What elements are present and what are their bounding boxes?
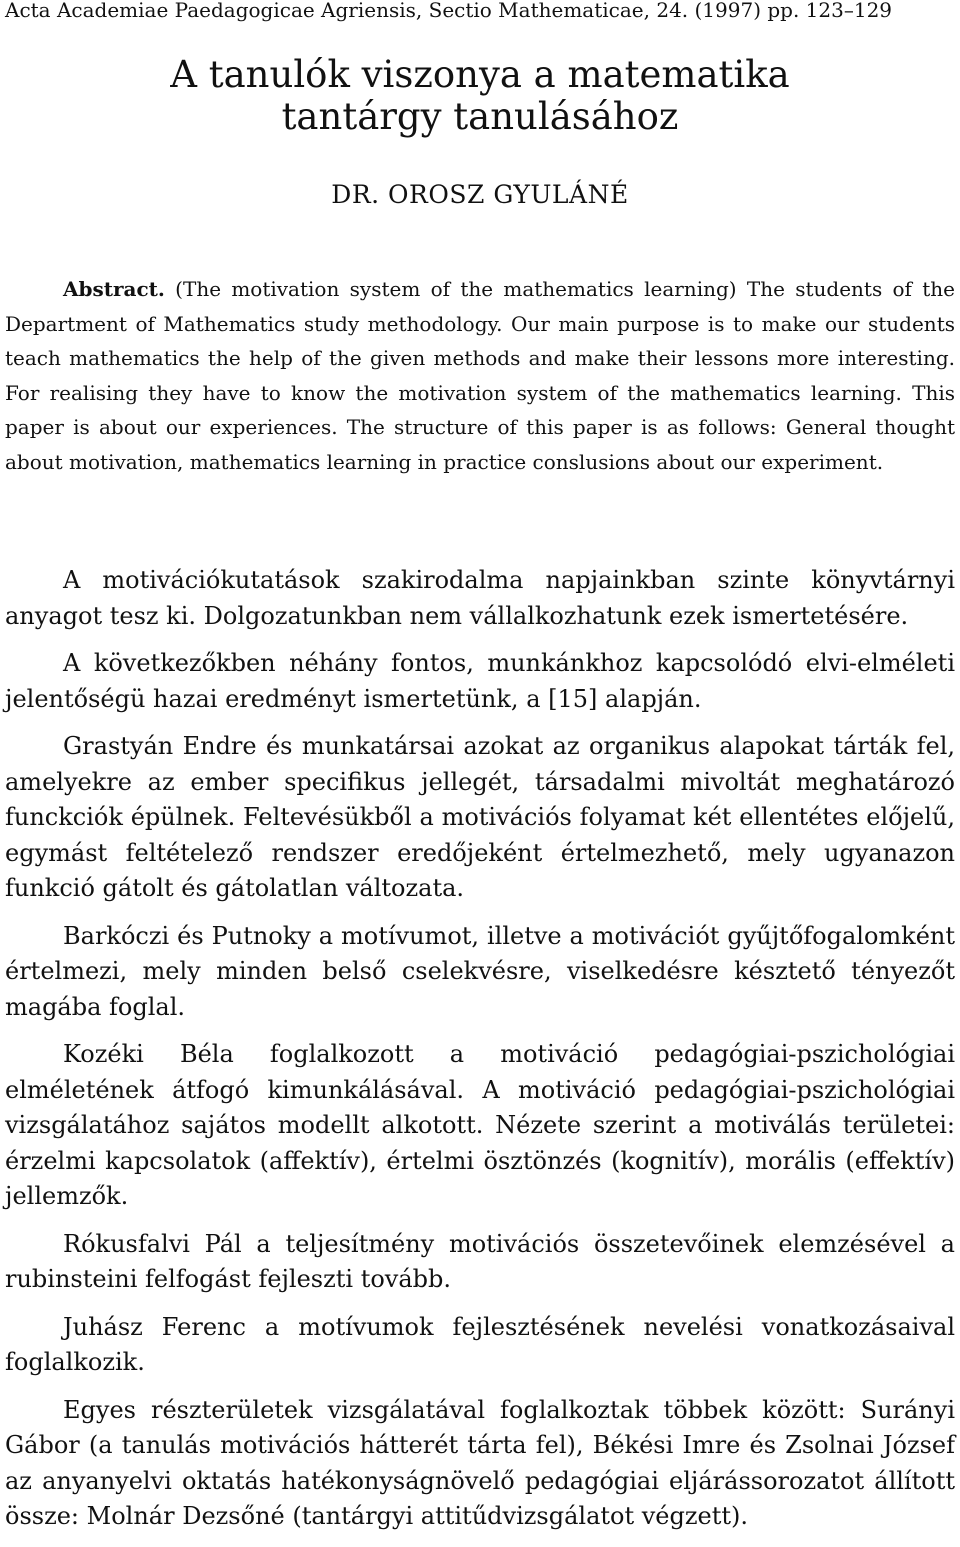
body-text xyxy=(5,563,955,1547)
journal-citation: Acta Academiae Paedagogicae Agriensis, Sectio Mathematicae, 24. (1997) pp. 123–129 xyxy=(5,0,893,22)
paper-title xyxy=(5,54,955,138)
abstract xyxy=(5,272,955,479)
paragraph: Grastyán Endre és munkatársai azokat az organikus alapokat tárták fel, amelyekre az ember specifikus jellegét, társadalmi mivoltát meghatározó funckciók épülnek. Feltevésükből a motivációs folyamat két ellentétes előjelű, egymást feltételező rendszer eredőjeként értelmezhető, mely ugyanazon funkció gátolt és gátolatlan változata. xyxy=(5,732,955,902)
paragraph: A motivációkutatások szakirodalma napjainkban szinte könyvtárnyi anyagot tesz ki. Dolgozatunkban nem vállalkozhatunk ezek ismertetésére. xyxy=(5,566,955,630)
paragraph: Kozéki Béla foglalkozott a motiváció pedagógiai-pszichológiai elméletének átfogó kimunkálásával. A motiváció pedagógiai-pszichológiai vizsgálatához sajátos modellt alkotott. Nézete szerint a motiválás területei: érzelmi kapcsolatok (affektív), értelmi ösztönzés (kognitív), morális (effektív) jellemzők. xyxy=(5,1040,955,1210)
title-line-1: A tanulók viszonya a matematika xyxy=(170,53,790,96)
title-line-2: tantárgy tanulásához xyxy=(281,95,679,138)
paragraph: Egyes részterületek vizsgálatával foglalkoztak többek között: Surányi Gábor (a tanulás motivációs hátterét tárta fel), Békési Imre és Zsolnai József az anyanyelvi oktatás hatékonyságnövelő pedagógiai eljárássorozatot állított össze: Molnár Dezsőné (tantárgyi attitűdvizsgálatot végzett). xyxy=(5,1395,955,1530)
abstract-text: (The motivation system of the mathematics learning) The students of the Department of Mathematics study methodology. Our main purpose is to make our students teach mathematics the help of the given methods and make their lessons more interesting. For realising they have to know the motivation system of the mathematics learning. This paper is about our experiences. The structure of this paper is as follows: General thought about motivation, mathematics learning in practice conslusions about our experiment. xyxy=(5,277,955,474)
paragraph: Barkóczi és Putnoky a motívumot, illetve a motivációt gyűjtőfogalomként értelmezi, mely minden belső cselekvésre, viselkedésre késztető tényezőt magába foglal. xyxy=(5,921,955,1021)
paragraph: Rókusfalvi Pál a teljesítmény motivációs összetevőinek elemzésével a rubinsteini felfogást fejleszti tovább. xyxy=(5,1229,955,1293)
paragraph: Juhász Ferenc a motívumok fejlesztésének nevelési vonatkozásaival foglalkozik. xyxy=(5,1312,955,1376)
author-name: DR. OROSZ GYULÁNÉ xyxy=(331,180,629,209)
paragraph: A következőkben néhány fontos, munkánkhoz kapcsolódó elvi-elméleti jelentőségü hazai eredményt ismertetünk, a [15] alapján. xyxy=(5,649,955,713)
abstract-label: Abstract. xyxy=(63,277,165,301)
